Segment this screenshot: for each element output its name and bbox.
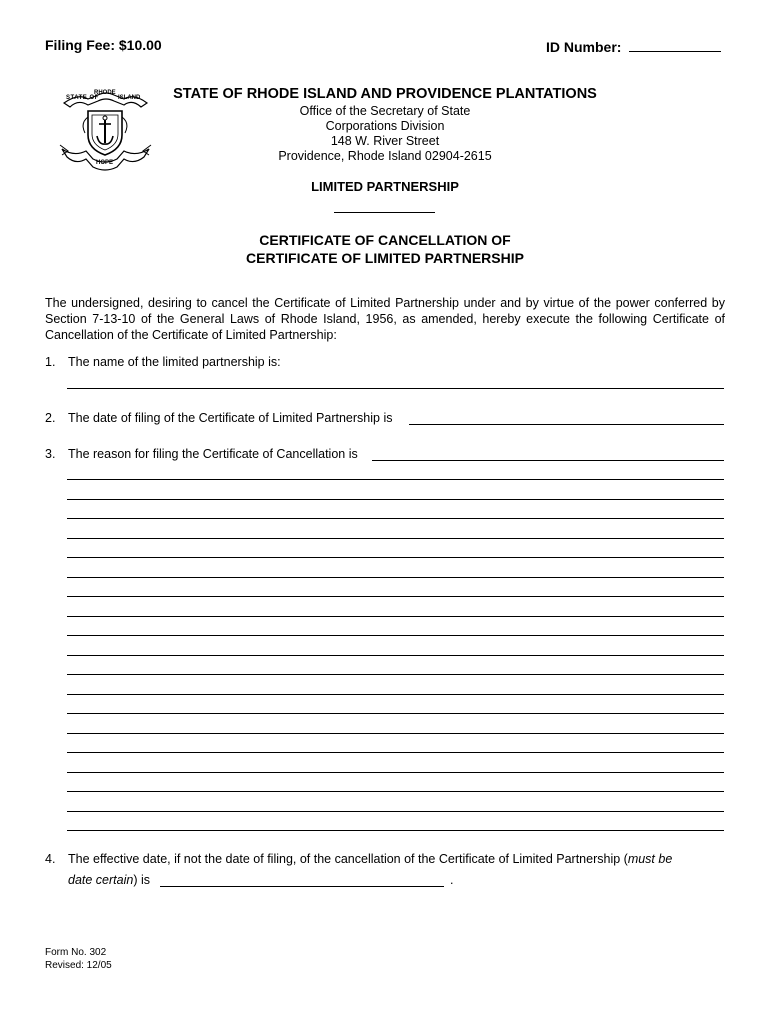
item-4-italic-b: date certain: [68, 873, 134, 887]
item-4-label-cont: [68, 873, 150, 887]
id-number-field: [546, 37, 721, 55]
item-2-input-line[interactable]: [409, 424, 724, 425]
reason-line[interactable]: [67, 791, 724, 792]
reason-line[interactable]: [67, 830, 724, 831]
reason-line[interactable]: [67, 733, 724, 734]
revised-date: Revised: 12/05: [45, 960, 112, 971]
item-3-label: The reason for filing the Certificate of Cancellation is: [68, 447, 358, 461]
reason-line[interactable]: [67, 596, 724, 597]
item-2-label: The date of filing of the Certificate of Limited Partnership is: [68, 411, 393, 425]
item-4-label: [68, 852, 728, 866]
seal-text-right: ISLAND: [118, 95, 141, 101]
item-1-number: 1.: [45, 355, 56, 369]
item-1-input-line[interactable]: [67, 388, 724, 389]
section-title: LIMITED PARTNERSHIP: [311, 179, 459, 194]
certificate-title-2: CERTIFICATE OF LIMITED PARTNERSHIP: [246, 250, 524, 266]
reason-line[interactable]: [67, 577, 724, 578]
form-number: Form No. 302: [45, 947, 107, 958]
item-4-period: .: [450, 873, 454, 887]
reason-line[interactable]: [67, 479, 724, 480]
seal-motto: HOPE: [96, 160, 114, 166]
item-4-italic-a: must be: [627, 852, 673, 866]
reason-line[interactable]: [67, 655, 724, 656]
reason-line[interactable]: [67, 557, 724, 558]
intro-paragraph: The undersigned, desiring to cancel the Certificate of Limited Partnership under and by virtue of the power conferred by Section 7-13-10 of the General Laws of Rhode Island, 1956, as amended, hereby execute the following Certificate of Cancellation of the Certificate of Limited Partnership:: [45, 296, 725, 342]
item-3-number: 3.: [45, 447, 56, 461]
office-name: Office of the Secretary of State: [299, 104, 471, 118]
seal-text-left: STATE OF: [66, 95, 99, 101]
filing-fee-label: Filing Fee: $10.00: [45, 37, 162, 53]
state-title: STATE OF RHODE ISLAND AND PROVIDENCE PLANTATIONS: [173, 86, 597, 102]
reason-line[interactable]: [67, 635, 724, 636]
item-4-text-a: The effective date, if not the date of filing, of the cancellation of the Certificate of Limited Partnership (: [68, 852, 628, 866]
reason-line[interactable]: [67, 752, 724, 753]
reason-line[interactable]: [67, 518, 724, 519]
seal-text-mid: RHODE: [94, 90, 116, 96]
reason-line[interactable]: [67, 538, 724, 539]
reason-line[interactable]: [67, 616, 724, 617]
reason-line[interactable]: [67, 674, 724, 675]
effective-date-input-line[interactable]: [160, 886, 444, 887]
state-seal-icon: [58, 87, 153, 172]
item-2-number: 2.: [45, 411, 56, 425]
reason-line[interactable]: [67, 713, 724, 714]
city-address: Providence, Rhode Island 02904-2615: [278, 149, 492, 163]
item-4-number: 4.: [45, 852, 56, 866]
section-divider: [334, 212, 435, 213]
reason-line[interactable]: [67, 694, 724, 695]
reason-line[interactable]: [67, 772, 724, 773]
id-number-label: ID Number:: [546, 39, 622, 55]
certificate-title-1: CERTIFICATE OF CANCELLATION OF: [259, 232, 511, 248]
item-1-label: The name of the limited partnership is:: [68, 355, 281, 369]
reason-line[interactable]: [67, 499, 724, 500]
id-number-input-line[interactable]: [629, 37, 721, 52]
division-name: Corporations Division: [325, 119, 445, 133]
reason-line[interactable]: [67, 811, 724, 812]
street-address: 148 W. River Street: [330, 134, 440, 148]
item-4-text-b: ) is: [133, 873, 150, 887]
item-3-input-line[interactable]: [372, 460, 724, 461]
